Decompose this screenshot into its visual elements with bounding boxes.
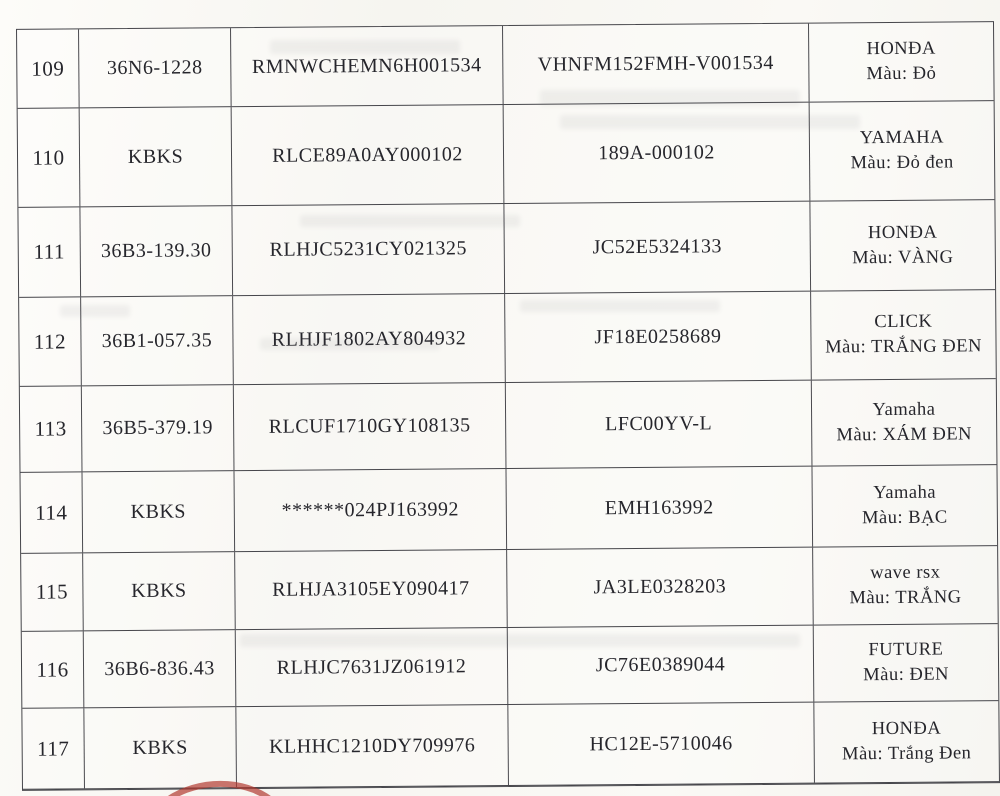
engine-number-cell: JC52E5324133 bbox=[504, 202, 811, 293]
table-row bbox=[18, 101, 995, 208]
brand-color-cell bbox=[813, 546, 998, 624]
color-label: Màu: TRẮNG ĐEN bbox=[825, 336, 982, 358]
plate-cell: KBKS bbox=[83, 471, 236, 552]
table-row bbox=[17, 22, 994, 109]
color-label: Màu: BẠC bbox=[861, 507, 948, 529]
brand-color-cell bbox=[811, 290, 996, 379]
row-number-cell: 111 bbox=[18, 207, 81, 296]
plate-cell: 36B1-057.35 bbox=[81, 296, 234, 385]
table-row bbox=[18, 200, 995, 298]
chassis-number-cell: RLHJA3105EY090417 bbox=[235, 550, 508, 629]
engine-number-cell: JC76E0389044 bbox=[508, 626, 815, 704]
engine-number-cell: JF18E0258689 bbox=[505, 292, 812, 382]
brand-label: CLICK bbox=[874, 311, 933, 333]
row-number-cell: 112 bbox=[19, 297, 82, 385]
brand-color-cell bbox=[812, 379, 997, 465]
engine-number-cell: 189A-000102 bbox=[504, 103, 811, 203]
plate-cell: KBKS bbox=[84, 707, 237, 788]
chassis-number-cell: RLHJC5231CY021325 bbox=[232, 204, 505, 295]
color-label: Màu: ĐEN bbox=[863, 664, 950, 686]
plate-cell: KBKS bbox=[83, 552, 236, 630]
brand-color-cell bbox=[810, 200, 995, 290]
row-number-cell: 115 bbox=[21, 553, 84, 630]
chassis-number-cell: KLHHC1210DY709976 bbox=[236, 705, 509, 787]
row-number-cell: 117 bbox=[22, 708, 85, 788]
plate-cell: 36N6-1228 bbox=[79, 28, 232, 107]
plate-cell: 36B3-139.30 bbox=[80, 206, 233, 296]
color-label: Màu: TRẮNG bbox=[849, 586, 962, 608]
engine-number-cell: LFC00YV-L bbox=[506, 381, 813, 468]
chassis-number-cell: RLCE89A0AY000102 bbox=[232, 105, 505, 205]
plate-cell: 36B6-836.43 bbox=[84, 630, 237, 707]
plate-cell: 36B5-379.19 bbox=[82, 385, 235, 471]
chassis-number-cell: RLHJC7631JZ061912 bbox=[236, 628, 509, 706]
row-number-cell: 113 bbox=[20, 386, 83, 471]
chassis-number-cell: RLCUF1710GY108135 bbox=[234, 383, 507, 470]
color-label: Màu: VÀNG bbox=[852, 246, 954, 268]
table-row bbox=[21, 546, 998, 632]
brand-color-cell bbox=[810, 101, 995, 200]
table-row bbox=[19, 290, 996, 387]
brand-color-cell bbox=[809, 22, 994, 101]
chassis-number-cell: ******024PJ163992 bbox=[234, 469, 507, 551]
color-label: Màu: Đỏ bbox=[866, 63, 937, 85]
engine-number-cell: EMH163992 bbox=[506, 467, 813, 549]
brand-label: HONĐA bbox=[866, 38, 936, 60]
table-row bbox=[20, 379, 997, 473]
brand-label: YAMAHA bbox=[859, 127, 945, 149]
chassis-number-cell: RLHJF1802AY804932 bbox=[233, 294, 506, 384]
row-number-cell: 114 bbox=[21, 472, 84, 552]
brand-label: wave rsx bbox=[870, 562, 941, 583]
engine-number-cell: JA3LE0328203 bbox=[507, 548, 814, 627]
color-label: Màu: Trắng Đen bbox=[842, 743, 972, 765]
row-number-cell: 109 bbox=[17, 29, 80, 107]
row-number-cell: 110 bbox=[18, 108, 81, 206]
row-number-cell: 116 bbox=[22, 631, 85, 707]
brand-color-cell bbox=[814, 701, 999, 782]
brand-label: Yamaha bbox=[872, 399, 936, 420]
brand-label: FUTURE bbox=[868, 639, 944, 661]
color-label: Màu: Đỏ đen bbox=[850, 152, 954, 174]
brand-label: HONĐA bbox=[871, 718, 942, 740]
brand-label: HONĐA bbox=[867, 222, 938, 243]
brand-color-cell bbox=[814, 624, 999, 701]
table-row bbox=[22, 624, 999, 709]
plate-cell: KBKS bbox=[80, 107, 233, 206]
engine-number-cell: VHNFM152FMH-V001534 bbox=[503, 24, 810, 104]
table-row bbox=[21, 465, 998, 554]
brand-label: Yamaha bbox=[873, 482, 937, 504]
chassis-number-cell: RMNWCHEMN6H001534 bbox=[231, 26, 504, 106]
vehicle-register-table bbox=[16, 21, 1000, 791]
engine-number-cell: HC12E-5710046 bbox=[508, 703, 815, 785]
brand-color-cell bbox=[812, 465, 997, 546]
table-row bbox=[22, 701, 999, 790]
color-label: Màu: XÁM ĐEN bbox=[836, 423, 973, 445]
